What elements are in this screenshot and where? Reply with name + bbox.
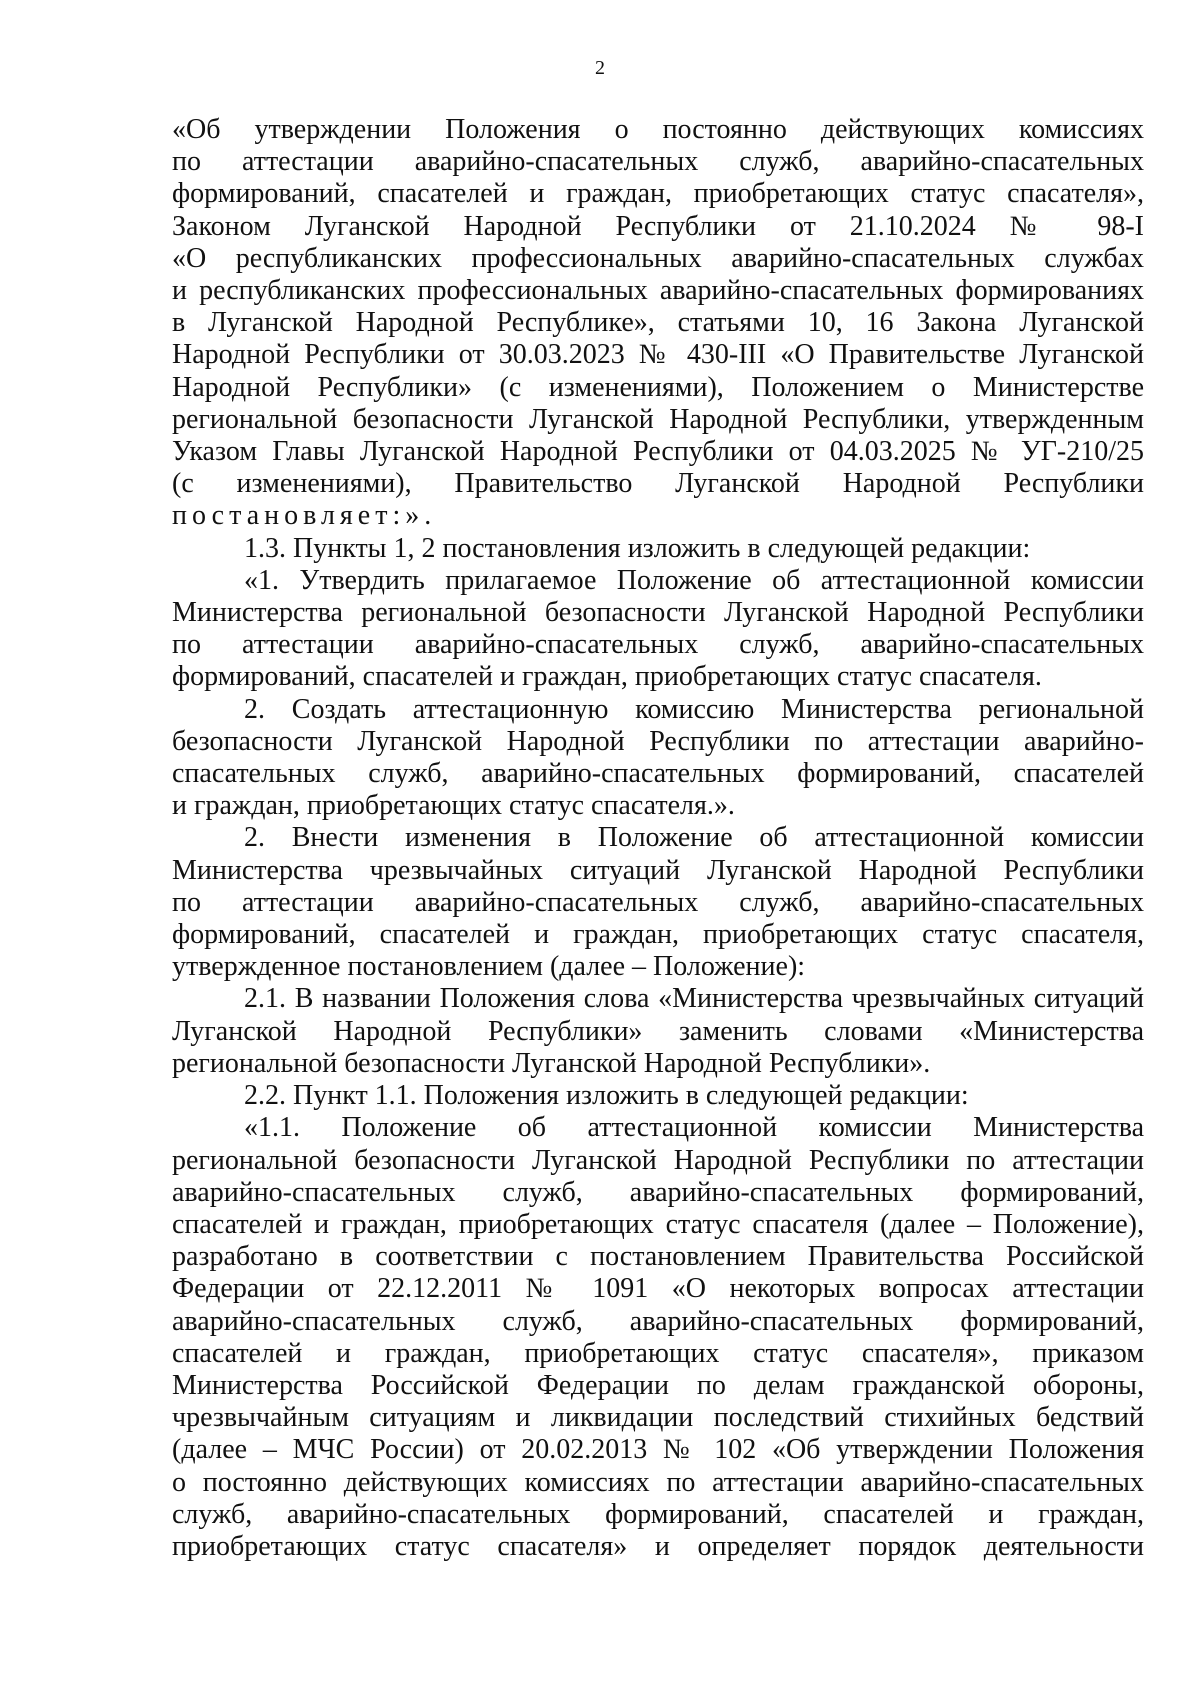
paragraph-8-line-1: «1.1. Положение об аттестационной комиссии Министерства	[244, 1112, 1144, 1144]
paragraph-1-line-7: в Луганской Народной Республике», статьями 10, 16 Закона Луганской	[172, 307, 1144, 339]
paragraph-1-line-4: Законом Луганской Народной Республики от 21.10.2024 № 98-I	[172, 210, 1144, 242]
paragraph-6-line-3: региональной безопасности Луганской Народной Республики».	[172, 1047, 931, 1079]
paragraph-1-line-5: «О республиканских профессиональных аварийно-спасательных службах	[172, 242, 1144, 274]
paragraph-8-line-8: спасателей и граждан, приобретающих статус спасателя», приказом	[172, 1337, 1144, 1369]
paragraph-6-line-1: 2.1. В названии Положения слова «Министерства чрезвычайных ситуаций	[244, 983, 1144, 1015]
paragraph-8-line-3: аварийно-спасательных служб, аварийно-спасательных формирований,	[172, 1176, 1144, 1208]
paragraph-5-line-2: Министерства чрезвычайных ситуаций Луганской Народной Республики	[172, 854, 1144, 886]
paragraph-8-line-5: разработано в соответствии с постановлением Правительства Российской	[172, 1241, 1144, 1273]
paragraph-4-line-4: и граждан, приобретающих статус спасателя.».	[172, 790, 735, 822]
paragraph-8-line-4: спасателей и граждан, приобретающих статус спасателя (далее – Положение),	[172, 1208, 1144, 1240]
paragraph-1-spaced-line: постановляет:».	[172, 500, 437, 532]
paragraph-1-line-2: по аттестации аварийно-спасательных служб, аварийно-спасательных	[172, 146, 1144, 178]
paragraph-3-line-2: Министерства региональной безопасности Луганской Народной Республики	[172, 597, 1144, 629]
paragraph-6-line-2: Луганской Народной Республики» заменить словами «Министерства	[172, 1015, 1144, 1047]
paragraph-8-line-10: чрезвычайным ситуациям и ликвидации последствий стихийных бедствий	[172, 1402, 1144, 1434]
paragraph-1-line-3: формирований, спасателей и граждан, приобретающих статус спасателя»,	[172, 178, 1144, 210]
paragraph-1-line-11: Указом Главы Луганской Народной Республики от 04.03.2025 № УГ-210/25	[172, 436, 1144, 468]
paragraph-8-line-2: региональной безопасности Луганской Народной Республики по аттестации	[172, 1144, 1144, 1176]
paragraph-3-line-1: «1. Утвердить прилагаемое Положение об аттестационной комиссии	[244, 564, 1144, 596]
paragraph-8-line-11: (далее – МЧС России) от 20.02.2013 № 102 «Об утверждении Положения	[172, 1434, 1144, 1466]
paragraph-1-line-9: Народной Республики» (с изменениями), Положением о Министерстве	[172, 371, 1144, 403]
paragraph-4-line-3: спасательных служб, аварийно-спасательных формирований, спасателей	[172, 758, 1144, 790]
paragraph-1-line-10: региональной безопасности Луганской Народной Республики, утвержденным	[172, 403, 1144, 435]
paragraph-8-line-12: о постоянно действующих комиссиях по аттестации аварийно-спасательных	[172, 1466, 1144, 1498]
paragraph-8-line-13: служб, аварийно-спасательных формирований, спасателей и граждан,	[172, 1498, 1144, 1530]
paragraph-3-line-3: по аттестации аварийно-спасательных служб, аварийно-спасательных	[172, 629, 1144, 661]
document-body	[172, 114, 1144, 1563]
paragraph-1-line-8: Народной Республики от 30.03.2023 № 430-III «О Правительстве Луганской	[172, 339, 1144, 371]
paragraph-2-line-1: 1.3. Пункты 1, 2 постановления изложить в следующей редакции:	[244, 532, 1031, 564]
paragraph-1-line-12: (с изменениями), Правительство Луганской Народной Республики	[172, 468, 1144, 500]
page-number: 2	[595, 57, 605, 79]
paragraph-4-line-1: 2. Создать аттестационную комиссию Министерства региональной	[244, 693, 1144, 725]
paragraph-3-line-4: формирований, спасателей и граждан, приобретающих статус спасателя.	[172, 661, 1042, 693]
paragraph-7-line-1: 2.2. Пункт 1.1. Положения изложить в следующей редакции:	[244, 1080, 969, 1112]
paragraph-8-line-6: Федерации от 22.12.2011 № 1091 «О некоторых вопросах аттестации	[172, 1273, 1144, 1305]
paragraph-5-line-4: формирований, спасателей и граждан, приобретающих статус спасателя,	[172, 919, 1144, 951]
paragraph-1-line-1: «Об утверждении Положения о постоянно действующих комиссиях	[172, 114, 1144, 145]
paragraph-8-line-14: приобретающих статус спасателя» и определяет порядок деятельности	[172, 1530, 1144, 1562]
paragraph-1-line-6: и республиканских профессиональных аварийно-спасательных формированиях	[172, 275, 1144, 307]
paragraph-4-line-2: безопасности Луганской Народной Республики по аттестации аварийно-	[172, 725, 1144, 757]
paragraph-5-line-3: по аттестации аварийно-спасательных служб, аварийно-спасательных	[172, 886, 1144, 918]
paragraph-8-line-7: аварийно-спасательных служб, аварийно-спасательных формирований,	[172, 1305, 1144, 1337]
paragraph-5-line-1: 2. Внести изменения в Положение об аттестационной комиссии	[244, 822, 1144, 854]
paragraph-8-line-9: Министерства Российской Федерации по делам гражданской обороны,	[172, 1369, 1144, 1401]
paragraph-5-line-5: утвержденное постановлением (далее – Положение):	[172, 951, 806, 983]
